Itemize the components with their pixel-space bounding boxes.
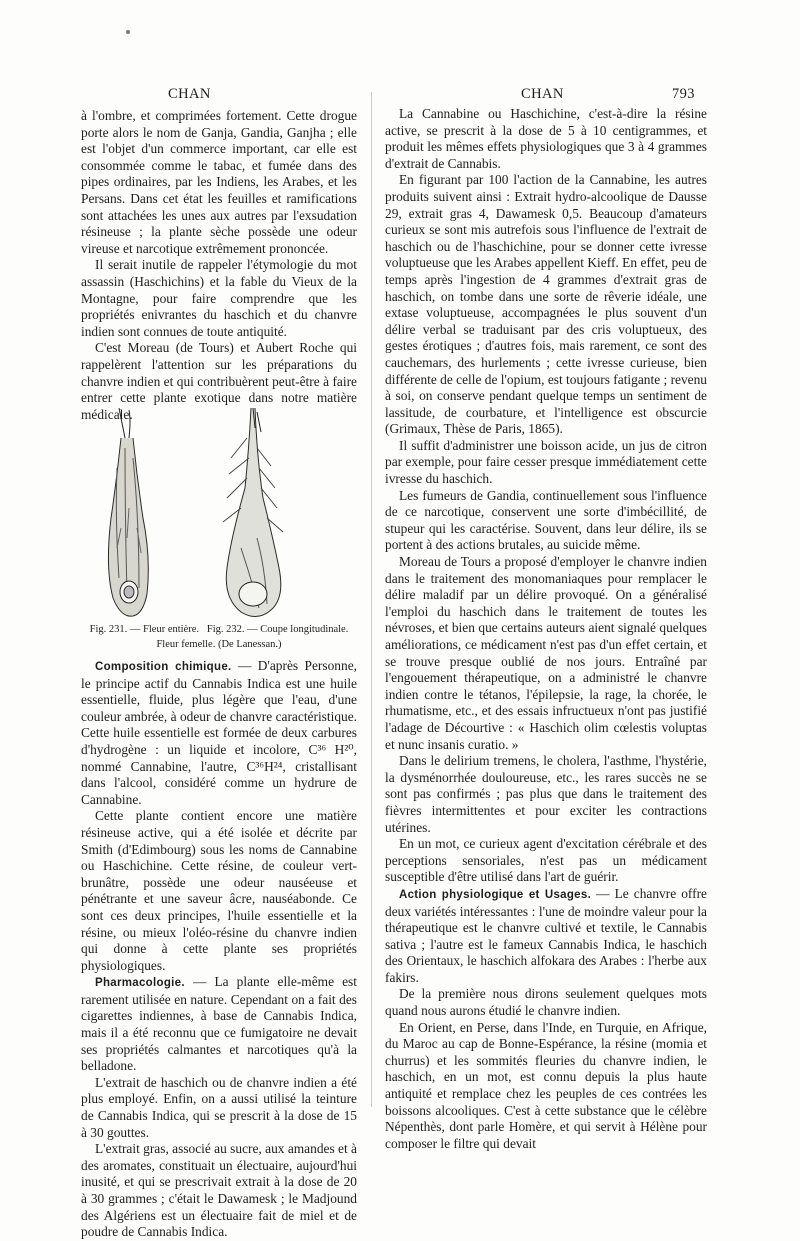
female-flower-illustration bbox=[81, 408, 357, 622]
action-paragraph bbox=[385, 886, 707, 987]
fig-232-longitudinal-section bbox=[223, 408, 283, 617]
paragraph: La Cannabine ou Haschichine, c'est-à-dire la résine active, se prescrit à la dose de 5 à 10 centigrammes, et produit les mêmes effets physiologiques que 3 à 4 grammes d'extrait de Cannabis. bbox=[385, 106, 707, 171]
paragraph: Il serait inutile de rappeler l'étymologie du mot assassin (Haschichins) et la fable du Vieux de la Montagne, pour faire comprendre que les propriétés enivrantes du haschich et du chanvre indien sont connues de toute antiquité. bbox=[81, 257, 357, 339]
column-divider bbox=[371, 92, 372, 1107]
paragraph: Les fumeurs de Gandia, continuellement sous l'influence de ce narcotique, conservent une sorte d'imbécillité, de stupeur qui les caractérise. Souvent, dans leur délire, ils se portent à des actions brutales, au suicide même. bbox=[385, 487, 707, 553]
composition-text: — D'après Personne, le principe actif du Cannabis Indica est une huile essentielle, fluide, plus légère que l'eau, d'une couleur ambrée, à odeur de chanvre caractéristique. Cette huile essentielle est formée de deux carbures d'hydrogène : un liquide et incolore, C³⁶ H²⁰, nommé Cannabine, l'autre, C³⁶H²⁴, cristallisant dans l'alcool, considéré comme un hydrure de Cannabine. bbox=[81, 658, 357, 807]
paragraph: En Orient, en Perse, dans l'Inde, en Turquie, en Afrique, du Maroc au cap de Bonne-Espérance, la résine (momia et churrus) et les sommités fleuries du chanvre indien, le haschich, en un mot, est connu depuis la plus haute antiquité et remplace chez les peuples de ces contrées les boissons alcooliques. C'est à cette substance que le célèbre Népenthès, dont parle Homère, et qui servit à Hélène pour composer le filtre qui devait bbox=[385, 1019, 707, 1151]
paragraph: à l'ombre, et comprimées fortement. Cette drogue porte alors le nom de Ganja, Gandia, Ganjha ; elle est l'objet d'un commerce important, car elle est consommée comme le tabac, et fumée dans des pipes ordinaires, par les Indiens, les Arabes, et les Persans. Dans cet état les feuilles et ramifications sont attachées les unes aux autres par l'exsudation résineuse ; la plante sèche possède une odeur vireuse et narcotique extrêmement prononcée. bbox=[81, 108, 357, 256]
composition-heading: Composition chimique. bbox=[95, 661, 232, 673]
paragraph: L'extrait gras, associé au sucre, aux amandes et à des aromates, constituait un électuaire, aujourd'hui inusité, et qui se prescrivait extrait à la dose de 20 à 30 grammes ; c'était le Dawamesk ; le Madjound des Algériens est un électuaire fait de miel et de poudre de Cannabis Indica. bbox=[81, 1141, 357, 1240]
paragraph: De la première nous dirons seulement quelques mots quand nous aurons étudié le chanvre indien. bbox=[385, 986, 707, 1019]
left-column-upper bbox=[81, 108, 357, 423]
fig-231-whole-flower bbox=[108, 408, 148, 616]
left-running-head: CHAN bbox=[168, 86, 211, 102]
composition-paragraph bbox=[81, 658, 357, 808]
paragraph: En un mot, ce curieux agent d'excitation cérébrale et des perceptions sensoriales, n'est pas un médicament susceptible d'être utilisé dans l'art de guérir. bbox=[385, 836, 707, 885]
paragraph: Cette plante contient encore une matière résineuse active, qui a été isolée et décrite par Smith (d'Edimbourg) sous les noms de Cannabine ou Haschichine. Cette résine, de couleur vert-brunâtre, possède une odeur nauséeuse et pénétrante et une saveur âcre, nauséabonde. Ce sont ces deux principes, l'huile essentielle et la résine, ou mieux l'oléo-résine du chanvre indien qui donne à cette plante ses propriétés physiologiques. bbox=[81, 808, 357, 973]
paragraph: Il suffit d'administrer une boisson acide, un jus de citron par exemple, pour faire cesser presque immédiatement cette ivresse du haschich. bbox=[385, 437, 707, 487]
caption-fig-231: Fig. 231. — Fleur entière. bbox=[89, 624, 200, 635]
ink-speck bbox=[126, 30, 130, 34]
paragraph: Dans le delirium tremens, le cholera, l'asthme, l'hystérie, la dysménorrhée douloureuse, etc., les rares succès ne se sont pas confirmés ; pas plus que dans le traitement des fièvres intermittentes et pour exciter les contractions utérines. bbox=[385, 753, 707, 835]
action-heading: Action physiologique et Usages. bbox=[399, 888, 592, 901]
caption-source: Fleur femelle. (De Lanessan.) bbox=[156, 639, 282, 650]
right-running-head: CHAN bbox=[521, 86, 564, 102]
pharmacology-paragraph bbox=[81, 974, 357, 1075]
paragraph: En figurant par 100 l'action de la Cannabine, les autres produits suivent ainsi : Extrait hydro-alcoolique de Dausse 29, extrait gras 4, Dawamesk 0,5. Beaucoup d'amateurs curieux se sont mis autrefois sous l'influence de l'extrait de haschich ou de l'haschichine, pour se donner cette ivresse voluptueuse que les Arabes appellent Kieff. En effet, peu de temps après l'ingestion de 4 grammes d'extrait gras de haschich, on tombe dans une sorte de rêverie idéale, une extase voluptueuse, accompagnées le plus souvent d'un délire verbal se traduisant par des cris voluptueux, des gestes érotiques ; d'autres fois, mais rarement, ce sont des cauchemars, des hurlements ; cette ivresse curieuse, bien différente de celle de l'opium, est toujours fatigante ; revenu à soi, on conserve pendant quelque temps un sentiment de lassitude, de courbature, et l'intelligence est obscurcie (Grimaux, Thèse de Paris, 1865). bbox=[385, 172, 707, 437]
figure-caption bbox=[81, 622, 357, 652]
right-column bbox=[385, 106, 707, 1152]
pharmacology-text: — La plante elle-même est rarement utilisée en nature. Cependant on a fait des cigarettes indiennes, à base de Cannabis Indica, mais il a été reconnu que ce fumigatoire ne devait ses propriétés calmantes et narcotiques qu'à la belladone. bbox=[81, 974, 357, 1074]
caption-fig-232: Fig. 232. — Coupe longitudinale. bbox=[206, 624, 349, 635]
paragraph: C'est Moreau (de Tours) et Aubert Roche qui rappelèrent l'attention sur les préparations du chanvre indien et qui contribuèrent peut-être à faire entrer cette plante exotique dans notre matière médicale. bbox=[81, 340, 357, 422]
left-column-lower bbox=[81, 658, 357, 1241]
action-text: — Le chanvre offre deux variétés intéressantes : l'une de moindre valeur pour la thérapeutique est le chanvre cultivé et textile, le Cannabis sativa ; l'autre est le fameux Cannabis Indica, le haschich des Orientaux, le haschich alfokara des Arabes : l'herbe aux fakirs. bbox=[385, 885, 707, 985]
pharmacology-heading: Pharmacologie. bbox=[95, 977, 185, 990]
page-number: 793 bbox=[672, 86, 695, 102]
paragraph: Moreau de Tours a proposé d'employer le chanvre indien dans le traitement des monomaniaques pour remplacer le délire maladif par un délire provoqué. On a généralisé l'emploi du haschich dans le traitement de toutes les névroses, et bien que certains auteurs aient signalé quelques améliorations, ce médicament n'est pas d'un effet certain, et se trouve presque oublié de nos jours. Entraîné par l'engouement thérapeutique, on a administré le chanvre indien contre le tétanos, l'épilepsie, la rage, la chorée, le rhumatisme, etc., et des essais infructueux n'ont pas justifié l'adage de Décourtive : « Haschich olim cœlestis voluptas et nunc insanis curatio. » bbox=[385, 554, 707, 752]
botanical-figure bbox=[81, 408, 357, 622]
paragraph: L'extrait de haschich ou de chanvre indien a été plus employé. Enfin, on a aussi utilisé la teinture de Cannabis Indica, qui se prescrit à la dose de 15 à 30 gouttes. bbox=[81, 1074, 357, 1140]
